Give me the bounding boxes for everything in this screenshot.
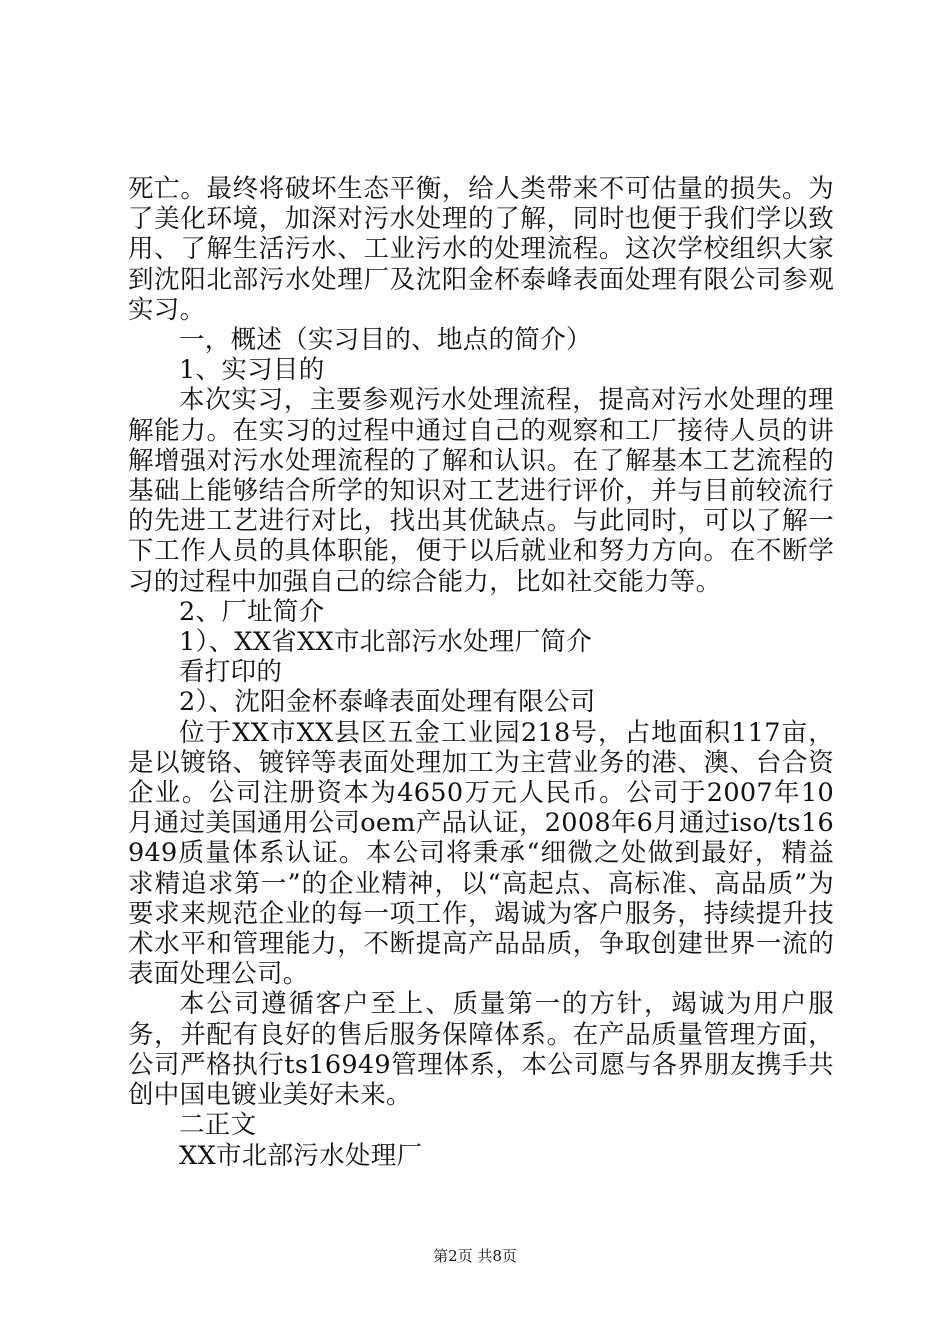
heading-overview: 一，概述（实习目的、地点的简介） [179,325,592,356]
heading-site-intro: 2、厂址简介 [179,596,325,627]
paragraph-intro-continued: 死亡。最终将破坏生态平衡，给人类带来不可估量的损失。为了美化环境，加深对污水处理的了解，同时也便于我们学以致用、了解生活污水、工业污水的处理流程。这次学校组织大家到沈阳北部污水处理厂及沈阳金杯泰峰表面处理有限公司参观实习。 [128,174,834,325]
heading-main-text: 二正文 [179,1110,257,1141]
paragraph-purpose: 本次实习，主要参观污水处理流程，提高对污水处理的理解能力。在实习的过程中通过自己的观察和工厂接待人员的讲解增强对污水处理流程的了解和认识。在了解基本工艺流程的基础上能够结合所学的知识对工艺进行评价，并与目前较流行的先进工艺进行对比，找出其优缺点。与此同时，可以了解一下工作人员的具体职能，便于以后就业和努力方向。在不断学习的过程中加强自己的综合能力，比如社交能力等。 [128,385,834,597]
document-body [128,174,834,1171]
heading-north-plant: 1）、XX省XX市北部污水处理厂简介 [179,627,592,658]
page-number-footer: 第2页 共8页 [433,1247,517,1265]
heading-company: 2）、沈阳金杯泰峰表面处理有限公司 [179,687,596,718]
heading-purpose: 1、实习目的 [179,355,325,386]
paragraph-see-printout: 看打印的 [179,657,283,688]
paragraph-company-profile: 位于XX市XX县区五金工业园218号，占地面积117亩，是以镀铬、镀锌等表面处理加工为主营业务的港、澳、台合资企业。公司注册资本为4650万元人民币。公司于2007年10月通过美国通用公司oem产品认证，2008年6月通过iso/ts16949质量体系认证。本公司将秉承“细微之处做到最好，精益求精追求第一”的企业精神，以“高起点、高标准、高品质”为要求来规范企业的每一项工作，竭诚为客户服务，持续提升技术水平和管理能力，不断提高产品品质，争取创建世界一流的表面处理公司。 [128,717,834,990]
paragraph-company-policy: 本公司遵循客户至上、质量第一的方针，竭诚为用户服务，并配有良好的售后服务保障体系。在产品质量管理方面，公司严格执行ts16949管理体系，本公司愿与各界朋友携手共创中国电镀业美好未来。 [128,989,834,1111]
heading-north-plant-section: XX市北部污水处理厂 [179,1140,423,1171]
